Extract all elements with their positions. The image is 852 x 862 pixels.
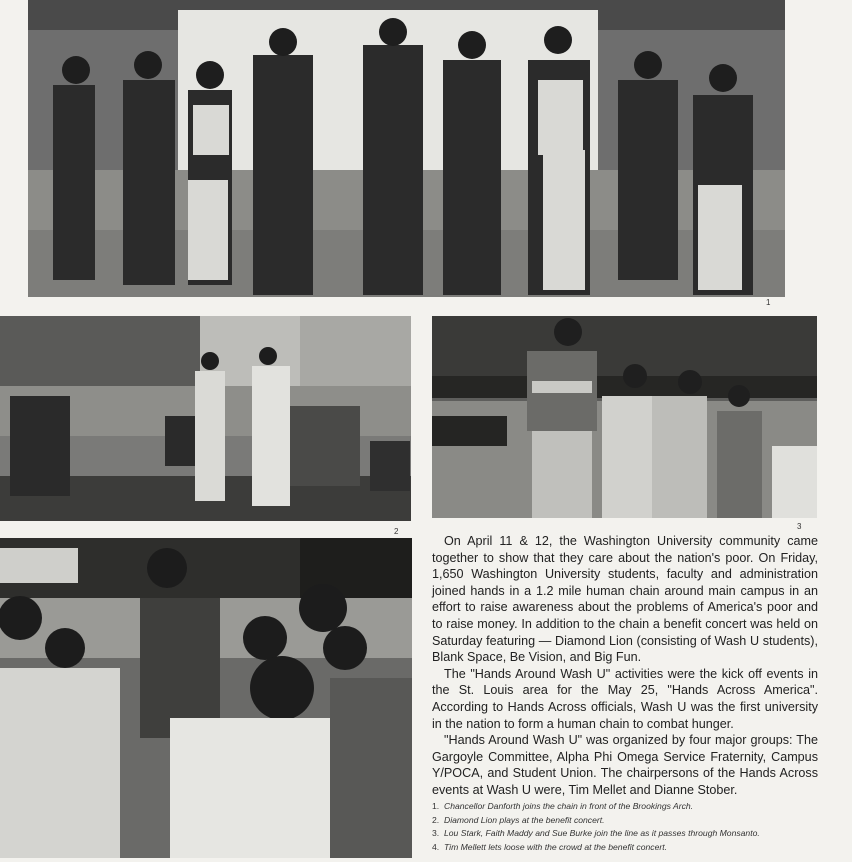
photo-band-concert xyxy=(0,316,411,521)
caption-number: 3. xyxy=(432,828,440,839)
caption-text: Chancellor Danforth joins the chain in front of the Brookings Arch. xyxy=(444,801,694,811)
article-paragraph: "Hands Around Wash U" was organized by four major groups: The Gargoyle Committee, Alpha Phi Omega Service Fraternity, Campus Y/POCA, and Student Union. The chairpersons of the Hands Across events at Wash U were, Tim Mellet and Dianne Stober. xyxy=(432,733,818,797)
caption-item xyxy=(432,827,832,841)
caption-text: Tim Mellett lets loose with the crowd at the benefit concert. xyxy=(444,841,667,852)
photo-number: 3 xyxy=(797,522,802,531)
caption-item xyxy=(432,800,832,814)
caption-item xyxy=(432,841,832,855)
photo-number: 1 xyxy=(766,298,771,307)
photo-captions xyxy=(432,800,832,854)
caption-number: 1. xyxy=(432,801,440,811)
photo-number: 2 xyxy=(394,527,399,536)
article-body xyxy=(432,533,818,799)
article-paragraph: On April 11 & 12, the Washington University community came together to show that they care about the nation's poor. On Friday, 1,650 Washington University students, faculty and administration joined hands in a 1.2 mile human chain around main campus in an effort to raise awareness about the problems of America's poor and to raise money. In addition to the chain a benefit concert was held on Saturday featuring — Diamond Lion (consisting of Wash U students), Blank Space, Be Vision, and Big Fun. xyxy=(432,534,818,665)
photo-line-monsanto xyxy=(432,316,817,518)
caption-text: Diamond Lion plays at the benefit concert. xyxy=(444,814,605,825)
photo-human-chain xyxy=(28,0,785,297)
caption-number: 2. xyxy=(432,814,440,825)
caption-item xyxy=(432,814,832,828)
photo-crowd-concert xyxy=(0,538,412,858)
article-paragraph: The "Hands Around Wash U" activities were the kick off events in the St. Louis area for the May 25, "Hands Across America". According to Hands Across officials, Wash U was the first university in the nation to form a human chain to combat hunger. xyxy=(432,666,818,731)
caption-number: 4. xyxy=(432,841,440,852)
caption-text: Lou Stark, Faith Maddy and Sue Burke join the line as it passes through Monsanto. xyxy=(444,828,760,839)
